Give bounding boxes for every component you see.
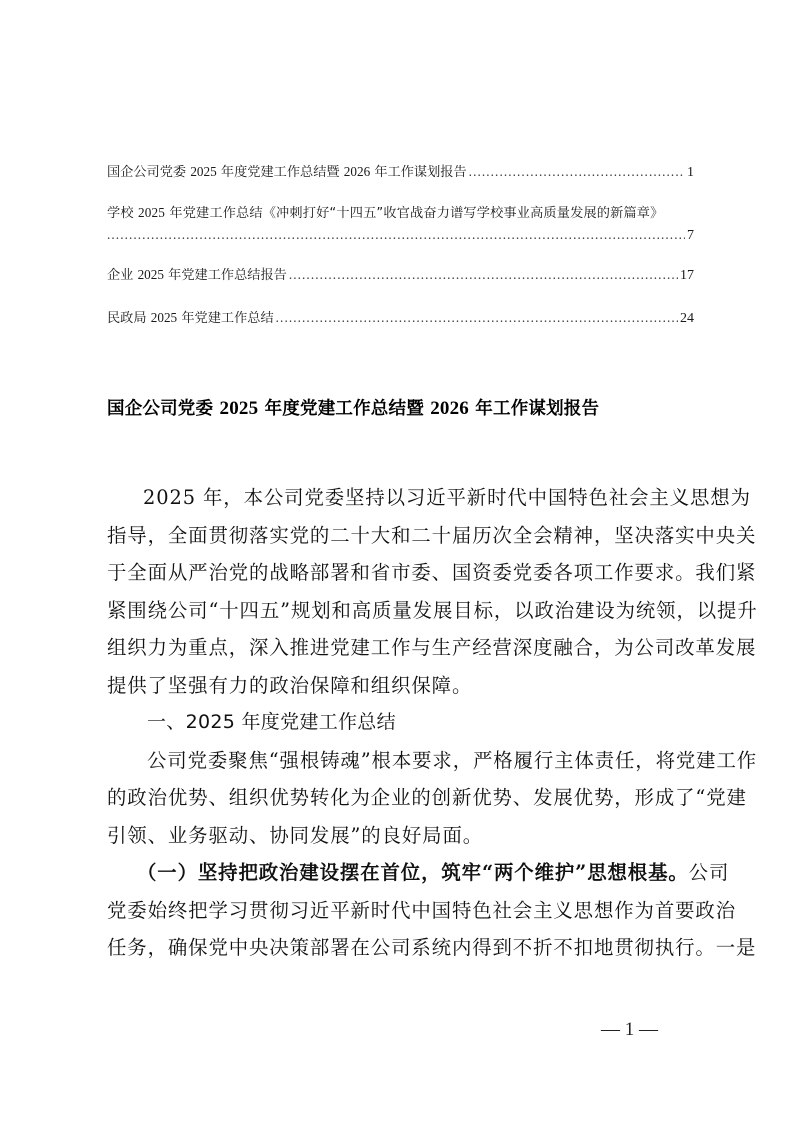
text-line: 于全面从严治党的战略部署和省市委、国资委党委各项工作要求。我们紧 [107, 561, 757, 584]
toc-title-part: 年工作谋划报告 [370, 165, 467, 180]
toc-entry[interactable] [107, 161, 694, 183]
text-line: 指导，全面贯彻落实党的二十大和二十届历次全会精神，坚决落实中央关 [107, 523, 757, 547]
document-body [107, 479, 758, 967]
toc-entry[interactable] [107, 202, 694, 246]
document-title [107, 395, 707, 420]
title-year: 2026 [430, 398, 470, 419]
section-paragraph [107, 742, 758, 855]
title-part: 年度党建工作总结暨 [258, 399, 431, 419]
toc-entry-title[interactable] [107, 264, 287, 287]
toc-title-part: 年党建工作总结 [177, 311, 274, 326]
title-year: 2025 [219, 398, 259, 419]
text-line: 任务，确保党中央决策部署在公司系统内得到不折不扣地贯彻执行。一是 [107, 936, 757, 959]
toc-title-part: 年党建工作总结《冲刺打好“十四五”收官战奋力谱写学校事业高质量发展的新篇章》 [165, 206, 664, 221]
toc-title-year: 2025 [137, 267, 164, 282]
toc-page-number[interactable]: 24 [680, 311, 694, 326]
section-heading: 一、2025 年度党建工作总结 [147, 711, 396, 733]
text-line: 的政治优势、组织优势转化为企业的创新优势、发展优势，形成了“党建 [107, 786, 747, 809]
toc-entry-title[interactable] [107, 161, 467, 184]
title-part: 年工作谋划报告 [469, 399, 600, 419]
toc-entry[interactable] [107, 264, 694, 286]
text-line [107, 854, 730, 892]
toc-title-year: 2025 [190, 164, 217, 179]
toc-entry-title[interactable] [107, 307, 274, 330]
text-fragment: 公司 [688, 861, 730, 884]
toc-title-year: 2026 [343, 164, 371, 179]
text-line: 2025 年，本公司党委坚持以习近平新时代中国特色社会主义思想为 [143, 486, 751, 509]
toc-leader-dots [107, 224, 685, 246]
intro-paragraph [107, 479, 758, 704]
text-line: 党委始终把学习贯彻习近平新时代中国特色社会主义思想作为首要政治 [107, 898, 737, 922]
text-line: 组织力为重点，深入推进党建工作与生产经营深度融合，为公司改革发展 [107, 636, 757, 659]
toc-leader-dots [469, 161, 685, 183]
toc-title-part: 学校 [107, 206, 139, 221]
toc-entry[interactable] [107, 307, 694, 329]
toc-page-number[interactable]: 7 [687, 228, 694, 243]
toc-title-part: 年党建工作总结报告 [163, 268, 287, 283]
toc-title-year: 2025 [150, 310, 178, 325]
toc-page-number[interactable]: 17 [680, 268, 694, 283]
page-number: — 1 — [601, 1019, 658, 1040]
toc-leader-dots [276, 307, 678, 329]
text-line: 公司党委聚焦“强根铸魂”根本要求，严格履行主体责任，将党建工作 [147, 748, 758, 772]
text-line: 引领、业务驱动、协同发展”的良好局面。 [107, 823, 484, 847]
toc-title-part: 民政局 [107, 311, 151, 326]
toc-entry-title[interactable] [107, 202, 663, 225]
toc-leader-dots [289, 264, 678, 286]
text-line: 紧围绕公司“十四五”规划和高质量发展目标，以政治建设为统领，以提升 [107, 598, 758, 622]
toc-title-part: 国企公司党委 [107, 165, 191, 180]
subsection-heading: （一）坚持把政治建设摆在首位，筑牢“两个维护”思想根基。 [137, 861, 689, 884]
toc-title-year: 2025 [138, 205, 166, 220]
toc-title-part: 企业 [107, 268, 138, 283]
title-part: 国企公司党委 [107, 399, 220, 419]
subsection-paragraph [107, 854, 757, 967]
toc-page-number[interactable]: 1 [687, 165, 694, 180]
toc-title-part: 年度党建工作总结暨 [216, 165, 344, 180]
text-line: 提供了坚强有力的政治保障和组织保障。 [107, 673, 473, 697]
